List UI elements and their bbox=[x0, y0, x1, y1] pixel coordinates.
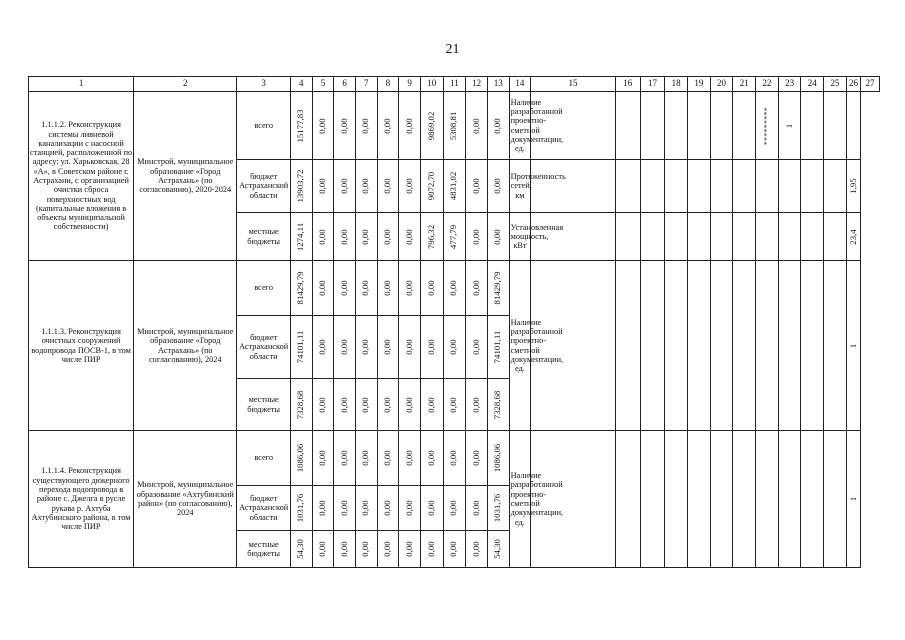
funding-value bbox=[420, 431, 443, 486]
program-table bbox=[28, 76, 880, 568]
indicator-target bbox=[846, 261, 860, 431]
funding-value-text: 0,00 bbox=[382, 228, 393, 245]
funding-value bbox=[420, 486, 443, 531]
funding-value-text: 0,00 bbox=[360, 228, 371, 245]
column-header: 24 bbox=[801, 77, 824, 92]
funding-value-text: 0,00 bbox=[382, 280, 393, 296]
funding-value-text: 0,00 bbox=[317, 117, 328, 134]
funding-value-text: 1086,06 bbox=[295, 443, 306, 473]
funding-value-text: 1031,76 bbox=[492, 493, 503, 523]
funding-value-text: 1086,06 bbox=[492, 443, 503, 473]
indicator-target bbox=[778, 92, 801, 160]
funding-value-text: 0,00 bbox=[382, 500, 393, 516]
funding-value-text: 0,00 bbox=[470, 450, 481, 466]
funding-value-text: 0,00 bbox=[470, 396, 481, 413]
funding-value bbox=[334, 261, 356, 316]
indicator-target bbox=[756, 213, 779, 261]
funding-value bbox=[443, 431, 466, 486]
funding-value bbox=[312, 316, 334, 379]
funding-value-text: 0,00 bbox=[425, 280, 436, 296]
funding-value-text: 0,00 bbox=[470, 339, 481, 355]
funding-value bbox=[334, 213, 356, 261]
funding-value-text: 0,00 bbox=[425, 339, 436, 355]
indicator-target bbox=[756, 92, 779, 160]
funding-value-text: 9869,02 bbox=[425, 111, 436, 140]
funding-source: бюджет Астраханской области bbox=[237, 160, 291, 213]
funding-value bbox=[377, 261, 399, 316]
funding-value bbox=[312, 531, 334, 568]
funding-value bbox=[466, 486, 488, 531]
funding-value-text: 5308,81 bbox=[448, 111, 459, 140]
column-header: 17 bbox=[640, 77, 665, 92]
funding-value bbox=[420, 261, 443, 316]
funding-value bbox=[334, 92, 356, 160]
funding-value bbox=[399, 213, 421, 261]
funding-value-text: 4831,02 bbox=[448, 171, 459, 201]
indicator-target bbox=[846, 431, 860, 568]
indicator-target bbox=[756, 431, 779, 568]
funding-value bbox=[487, 316, 509, 379]
column-header: 21 bbox=[733, 77, 756, 92]
funding-value bbox=[466, 160, 488, 213]
indicator-target bbox=[665, 213, 688, 261]
measure-name: 1.1.1.2. Реконструкция системы ливневой канализации с насосной станцией, расположенной по адресу: ул. Харьковская, 28 «А», в Советском районе г. Астрахани, с организацией очистки сброса поверхностных вод (капитальные вложения в объекты муниципальной собственности) bbox=[29, 92, 134, 261]
indicator-target bbox=[778, 160, 801, 213]
column-header: 14 bbox=[509, 77, 531, 92]
funding-value-text: 0,00 bbox=[338, 541, 349, 557]
funding-value bbox=[399, 431, 421, 486]
funding-value-text: 0,00 bbox=[403, 500, 414, 516]
funding-value-text: 0,00 bbox=[360, 541, 371, 557]
funding-value bbox=[443, 92, 466, 160]
funding-value-text: 0,00 bbox=[317, 280, 328, 296]
indicator-name: Установленная мощность, кВт bbox=[509, 213, 531, 261]
funding-value-text: 0,00 bbox=[403, 178, 414, 194]
funding-value bbox=[399, 531, 421, 568]
indicator-target-text: ********* bbox=[762, 106, 772, 145]
indicator-target bbox=[688, 160, 711, 213]
funding-value-text: 0,00 bbox=[470, 500, 481, 516]
indicator-target bbox=[801, 431, 824, 568]
indicator-target bbox=[688, 92, 711, 160]
funding-value bbox=[420, 531, 443, 568]
column-header: 19 bbox=[688, 77, 711, 92]
column-header: 2 bbox=[134, 77, 237, 92]
funding-value bbox=[334, 431, 356, 486]
table-row bbox=[29, 261, 880, 316]
indicator-target bbox=[846, 213, 860, 261]
indicator-target bbox=[665, 92, 688, 160]
funding-value bbox=[443, 213, 466, 261]
funding-value bbox=[355, 160, 377, 213]
header-row bbox=[29, 77, 880, 92]
funding-value bbox=[334, 160, 356, 213]
indicator-target-text: 1,95 bbox=[847, 178, 858, 194]
indicator-target bbox=[801, 160, 824, 213]
funding-value-text: 0,00 bbox=[317, 339, 328, 355]
funding-value bbox=[443, 160, 466, 213]
funding-value bbox=[443, 486, 466, 531]
indicator-target bbox=[688, 431, 711, 568]
funding-value-text: 0,00 bbox=[317, 178, 328, 194]
indicator-target bbox=[824, 213, 847, 261]
indicator-target bbox=[640, 92, 665, 160]
indicator-target bbox=[615, 261, 640, 431]
funding-value bbox=[399, 160, 421, 213]
column-header: 4 bbox=[290, 77, 312, 92]
indicator-target bbox=[846, 160, 860, 213]
funding-value-text: 0,00 bbox=[382, 178, 393, 194]
indicator-target bbox=[710, 92, 733, 160]
funding-value-text: 0,00 bbox=[403, 450, 414, 466]
funding-value bbox=[399, 92, 421, 160]
funding-value bbox=[399, 261, 421, 316]
funding-source: местные бюджеты bbox=[237, 213, 291, 261]
indicator-target bbox=[824, 431, 847, 568]
indicator-target bbox=[733, 160, 756, 213]
funding-value-text: 15177,83 bbox=[295, 109, 306, 142]
funding-value-text: 0,00 bbox=[382, 450, 393, 466]
funding-value bbox=[334, 531, 356, 568]
indicator-target bbox=[531, 92, 616, 160]
funding-value-text: 0,00 bbox=[403, 541, 414, 557]
funding-value-text: 0,00 bbox=[448, 339, 459, 355]
funding-value bbox=[355, 316, 377, 379]
column-header: 3 bbox=[237, 77, 291, 92]
indicator-target bbox=[531, 431, 616, 568]
funding-value-text: 0,00 bbox=[360, 500, 371, 516]
funding-value bbox=[377, 160, 399, 213]
funding-value bbox=[312, 213, 334, 261]
funding-value-text: 0,00 bbox=[360, 280, 371, 296]
funding-value-text: 0,00 bbox=[317, 541, 328, 557]
funding-value bbox=[334, 316, 356, 379]
funding-value-text: 0,00 bbox=[470, 178, 481, 194]
indicator-target bbox=[778, 431, 801, 568]
funding-value-text: 13903,72 bbox=[295, 169, 306, 203]
table-row bbox=[29, 92, 880, 160]
funding-value bbox=[399, 486, 421, 531]
indicator-target bbox=[756, 261, 779, 431]
funding-source: всего bbox=[237, 261, 291, 316]
indicator-target-text: 1 bbox=[847, 343, 858, 348]
funding-source: всего bbox=[237, 92, 291, 160]
column-header: 23 bbox=[778, 77, 801, 92]
indicator-target-text: 1 bbox=[783, 123, 794, 128]
indicator-target bbox=[778, 213, 801, 261]
funding-value-text: 1031,76 bbox=[295, 493, 306, 523]
funding-value-text: 81429,79 bbox=[295, 271, 306, 305]
indicator-target bbox=[756, 160, 779, 213]
funding-value-text: 0,00 bbox=[338, 117, 349, 134]
measure-name: 1.1.1.3. Реконструкция очистных сооружений водопровода ПОСВ-1, в том числе ПИР bbox=[29, 261, 134, 431]
funding-value-text: 0,00 bbox=[403, 280, 414, 296]
column-header: 20 bbox=[710, 77, 733, 92]
funding-value bbox=[290, 160, 312, 213]
funding-value-text: 7328,68 bbox=[295, 390, 306, 419]
indicator-target-text: 1 bbox=[847, 496, 858, 502]
funding-value bbox=[443, 316, 466, 379]
indicator-target bbox=[710, 261, 733, 431]
funding-value bbox=[487, 431, 509, 486]
indicator-target bbox=[615, 92, 640, 160]
column-header: 11 bbox=[443, 77, 466, 92]
funding-value bbox=[466, 316, 488, 379]
funding-value-text: 0,00 bbox=[425, 450, 436, 466]
indicator-name: Наличие разработанной проектно-сметной документации, ед. bbox=[509, 431, 531, 568]
funding-value bbox=[355, 92, 377, 160]
funding-value bbox=[399, 316, 421, 379]
funding-value-text: 74101,11 bbox=[492, 330, 503, 364]
indicator-target bbox=[710, 160, 733, 213]
funding-value bbox=[377, 92, 399, 160]
column-header: 5 bbox=[312, 77, 334, 92]
indicator-target bbox=[778, 261, 801, 431]
funding-value-text: 0,00 bbox=[492, 117, 503, 134]
funding-value bbox=[487, 160, 509, 213]
page-number: 21 bbox=[445, 42, 460, 57]
funding-value-text: 0,00 bbox=[360, 117, 371, 134]
funding-value bbox=[355, 486, 377, 531]
funding-value bbox=[377, 431, 399, 486]
indicator-target bbox=[801, 92, 824, 160]
indicator-target bbox=[824, 160, 847, 213]
funding-value-text: 0,00 bbox=[425, 500, 436, 516]
funding-value-text: 0,00 bbox=[338, 396, 349, 413]
funding-value bbox=[487, 261, 509, 316]
funding-value-text: 0,00 bbox=[403, 396, 414, 413]
indicator-name: Наличие разработанной проектно-сметной документации, ед. bbox=[509, 92, 531, 160]
funding-value bbox=[466, 213, 488, 261]
funding-value bbox=[377, 379, 399, 431]
funding-source: всего bbox=[237, 431, 291, 486]
funding-value bbox=[312, 160, 334, 213]
column-header: 18 bbox=[665, 77, 688, 92]
funding-value-text: 0,00 bbox=[403, 339, 414, 355]
funding-value-text: 7328,68 bbox=[492, 390, 503, 419]
indicator-target bbox=[733, 261, 756, 431]
funding-value-text: 0,00 bbox=[382, 117, 393, 134]
measure-name: 1.1.1.4. Реконструкция существующего дюкерного перехода водопровода в районе с. Джелга в русле рукава р. Ахтуба Ахтубинского района, в том числе ПИР bbox=[29, 431, 134, 568]
funding-value bbox=[420, 316, 443, 379]
funding-value bbox=[399, 379, 421, 431]
column-header: 10 bbox=[420, 77, 443, 92]
funding-value bbox=[420, 213, 443, 261]
indicator-target bbox=[640, 261, 665, 431]
funding-source: местные бюджеты bbox=[237, 531, 291, 568]
funding-value-text: 0,00 bbox=[317, 228, 328, 245]
indicator-target bbox=[846, 92, 860, 160]
column-header: 7 bbox=[355, 77, 377, 92]
funding-value bbox=[487, 379, 509, 431]
column-header: 8 bbox=[377, 77, 399, 92]
funding-value bbox=[290, 213, 312, 261]
indicator-target bbox=[640, 160, 665, 213]
funding-value bbox=[377, 316, 399, 379]
indicator-target bbox=[665, 431, 688, 568]
funding-value bbox=[355, 431, 377, 486]
indicator-target bbox=[665, 160, 688, 213]
funding-value-text: 0,00 bbox=[470, 228, 481, 245]
funding-value-text: 0,00 bbox=[425, 396, 436, 413]
funding-value bbox=[420, 92, 443, 160]
funding-value-text: 54,30 bbox=[492, 539, 503, 559]
indicator-target bbox=[801, 261, 824, 431]
funding-value bbox=[420, 160, 443, 213]
indicator-name: Протяженность сетей, км bbox=[509, 160, 531, 213]
funding-value bbox=[420, 379, 443, 431]
funding-value-text: 0,00 bbox=[492, 228, 503, 245]
column-header: 15 bbox=[531, 77, 616, 92]
indicator-target bbox=[688, 261, 711, 431]
indicator-target bbox=[710, 213, 733, 261]
funding-value-text: 0,00 bbox=[492, 178, 503, 194]
funding-value bbox=[466, 379, 488, 431]
funding-value bbox=[312, 486, 334, 531]
funding-value bbox=[334, 379, 356, 431]
funding-value-text: 0,00 bbox=[382, 339, 393, 355]
funding-value-text: 0,00 bbox=[338, 450, 349, 466]
measure-executor: Минстрой, муниципальное образование «Город Астрахань» (по согласованию), 2020-2024 bbox=[134, 92, 237, 261]
column-header: 22 bbox=[756, 77, 779, 92]
funding-value-text: 0,00 bbox=[382, 541, 393, 557]
funding-value bbox=[312, 261, 334, 316]
funding-value bbox=[443, 261, 466, 316]
measure-executor: Минстрой, муниципальное образование «Город Астрахань» (по согласованию), 2024 bbox=[134, 261, 237, 431]
funding-value bbox=[443, 379, 466, 431]
indicator-target-text: 23,4 bbox=[847, 228, 858, 245]
funding-value-text: 0,00 bbox=[448, 500, 459, 516]
indicator-target bbox=[733, 213, 756, 261]
funding-value bbox=[355, 261, 377, 316]
funding-value bbox=[290, 261, 312, 316]
funding-value-text: 0,00 bbox=[360, 396, 371, 413]
funding-value bbox=[334, 486, 356, 531]
funding-value bbox=[377, 531, 399, 568]
funding-value bbox=[466, 261, 488, 316]
funding-value bbox=[487, 486, 509, 531]
funding-value-text: 0,00 bbox=[382, 396, 393, 413]
indicator-target bbox=[665, 261, 688, 431]
funding-value bbox=[290, 379, 312, 431]
funding-value bbox=[312, 379, 334, 431]
funding-value-text: 0,00 bbox=[338, 228, 349, 245]
funding-value bbox=[443, 531, 466, 568]
funding-value-text: 0,00 bbox=[470, 280, 481, 296]
funding-value-text: 9072,70 bbox=[425, 171, 436, 201]
funding-value-text: 81429,79 bbox=[492, 271, 503, 305]
indicator-target bbox=[615, 160, 640, 213]
funding-value-text: 0,00 bbox=[338, 500, 349, 516]
column-header: 25 bbox=[824, 77, 847, 92]
funding-value bbox=[466, 92, 488, 160]
funding-value-text: 0,00 bbox=[448, 280, 459, 296]
funding-value-text: 0,00 bbox=[403, 228, 414, 245]
indicator-target bbox=[640, 431, 665, 568]
funding-value-text: 0,00 bbox=[317, 450, 328, 466]
funding-value bbox=[487, 92, 509, 160]
funding-value-text: 0,00 bbox=[448, 541, 459, 557]
funding-value bbox=[312, 92, 334, 160]
funding-value bbox=[355, 213, 377, 261]
funding-value bbox=[290, 531, 312, 568]
funding-value-text: 0,00 bbox=[425, 541, 436, 557]
indicator-target bbox=[733, 431, 756, 568]
indicator-target bbox=[531, 261, 616, 431]
indicator-target bbox=[615, 213, 640, 261]
indicator-target bbox=[824, 261, 847, 431]
funding-value-text: 0,00 bbox=[470, 117, 481, 134]
indicator-name: Наличие разработанной проектно-сметной документации, ед. bbox=[509, 261, 531, 431]
funding-value bbox=[290, 316, 312, 379]
indicator-target bbox=[640, 213, 665, 261]
funding-value-text: 0,00 bbox=[360, 339, 371, 355]
funding-value-text: 0,00 bbox=[317, 500, 328, 516]
funding-value-text: 1274,11 bbox=[295, 222, 306, 251]
funding-value bbox=[487, 213, 509, 261]
funding-value bbox=[290, 431, 312, 486]
column-header: 26 bbox=[846, 77, 860, 92]
funding-source: местные бюджеты bbox=[237, 379, 291, 431]
indicator-target bbox=[824, 92, 847, 160]
funding-value-text: 0,00 bbox=[360, 450, 371, 466]
funding-value-text: 0,00 bbox=[448, 396, 459, 413]
funding-value-text: 0,00 bbox=[403, 117, 414, 134]
funding-value-text: 796,32 bbox=[425, 224, 436, 249]
indicator-target bbox=[710, 431, 733, 568]
funding-source: бюджет Астраханской области bbox=[237, 316, 291, 379]
funding-value-text: 0,00 bbox=[470, 541, 481, 557]
column-header: 27 bbox=[861, 77, 880, 92]
column-header: 13 bbox=[487, 77, 509, 92]
funding-value-text: 54,30 bbox=[295, 539, 306, 559]
funding-value-text: 0,00 bbox=[338, 280, 349, 296]
funding-value bbox=[377, 213, 399, 261]
funding-value bbox=[377, 486, 399, 531]
funding-value bbox=[312, 431, 334, 486]
column-header: 6 bbox=[334, 77, 356, 92]
column-header: 9 bbox=[399, 77, 421, 92]
funding-value-text: 0,00 bbox=[338, 339, 349, 355]
funding-value bbox=[290, 92, 312, 160]
funding-value bbox=[466, 431, 488, 486]
funding-value-text: 0,00 bbox=[360, 178, 371, 194]
funding-value bbox=[355, 531, 377, 568]
indicator-target bbox=[531, 213, 616, 261]
indicator-target bbox=[733, 92, 756, 160]
indicator-target bbox=[688, 213, 711, 261]
funding-value-text: 477,79 bbox=[448, 224, 459, 249]
funding-value-text: 74101,11 bbox=[295, 330, 306, 364]
table-row bbox=[29, 431, 880, 486]
column-header: 12 bbox=[466, 77, 488, 92]
funding-value bbox=[466, 531, 488, 568]
funding-value-text: 0,00 bbox=[338, 178, 349, 194]
column-header: 1 bbox=[29, 77, 134, 92]
funding-value bbox=[355, 379, 377, 431]
funding-value-text: 0,00 bbox=[317, 396, 328, 413]
indicator-target bbox=[531, 160, 616, 213]
funding-source: бюджет Астраханской области bbox=[237, 486, 291, 531]
measure-executor: Минстрой, муниципальное образование «Ахтубинский район» (по согласованию), 2024 bbox=[134, 431, 237, 568]
indicator-target bbox=[615, 431, 640, 568]
funding-value bbox=[290, 486, 312, 531]
funding-value-text: 0,00 bbox=[448, 450, 459, 466]
funding-value bbox=[487, 531, 509, 568]
column-header: 16 bbox=[615, 77, 640, 92]
indicator-target bbox=[801, 213, 824, 261]
